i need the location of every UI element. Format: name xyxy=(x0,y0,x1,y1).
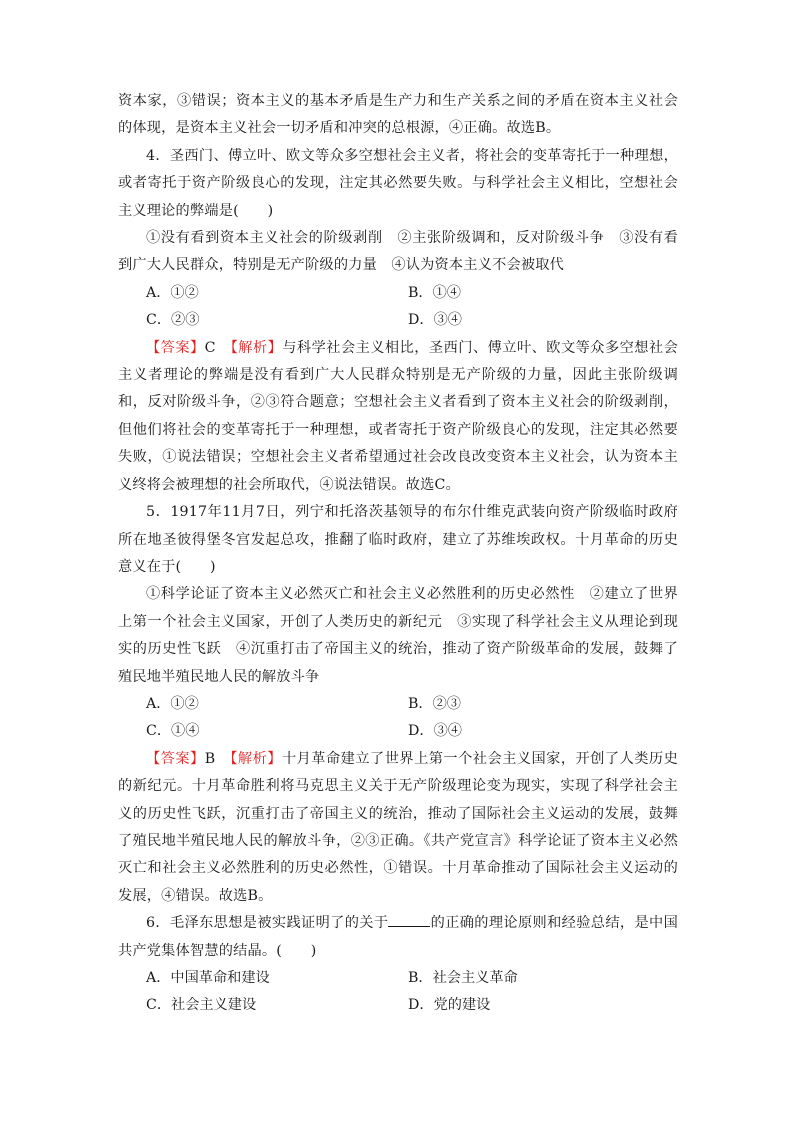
option-a[interactable]: A．中国革命和建设 xyxy=(146,970,270,986)
question-5-statements: ①科学论证了资本主义必然灭亡和社会主义必然胜利的历史必然性 ②建立了世界上第一个社会主义国家，开创了人类历史的新纪元 ③实现了科学社会主义从理论到现实的历史性飞跃 ④沉重打击了帝国主义的统治，推动了资产阶级革命的发展，鼓舞了殖民地半殖民地人民的解放斗争 xyxy=(118,586,678,685)
analysis-tag: 【解析】 xyxy=(230,750,282,767)
question-5-answer-analysis xyxy=(118,746,678,910)
question-5-options xyxy=(118,691,678,746)
question-6 xyxy=(118,910,678,1020)
question-4-stem: 4．圣西门、傅立叶、欧文等众多空想社会主义者，将社会的变革寄托于一种理想，或者寄托于资产阶级良心的发现，注定其必然要失败。与科学社会主义相比，空想社会主义理论的弊端是( ) xyxy=(118,147,678,219)
question-6-options xyxy=(118,965,678,1020)
answer-tag: 【答案】 xyxy=(146,750,205,767)
fill-blank[interactable] xyxy=(388,912,430,927)
question-6-stem xyxy=(118,910,678,965)
previous-answer-tail: 资本家，③错误；资本主义的基本矛盾是生产力和生产关系之间的矛盾在资本主义社会的体现，是资本主义社会一切矛盾和冲突的总根源，④正确。故选B。 xyxy=(118,93,678,137)
option-d[interactable]: D．党的建设 xyxy=(408,997,491,1014)
option-c[interactable]: C．社会主义建设 xyxy=(146,997,257,1014)
option-a[interactable]: A．①② xyxy=(146,284,199,301)
option-b[interactable]: B．社会主义革命 xyxy=(408,970,518,986)
option-c[interactable]: C．①④ xyxy=(146,723,200,740)
option-d[interactable]: D．③④ xyxy=(408,312,462,329)
option-a[interactable]: A．①② xyxy=(146,695,199,712)
question-4-answer-analysis xyxy=(118,335,678,499)
analysis-text: 与科学社会主义相比，圣西门、傅立叶、欧文等众多空想社会主义者理论的弊端是没有看到广大人民群众特别是无产阶级的力量，因此主张阶级调和，反对阶级斗争，②③符合题意；空想社会主义者看到了资本主义社会的阶级剥削，但他们将社会的变革寄托于一种理想，或者寄托于资产阶级良心的发现，注定其必然要失败，①说法错误；空想社会主义者希望通过社会改良改变资本主义社会，认为资本主义终将会被理想的社会所取代，④说法错误。故选C。 xyxy=(118,339,678,493)
stem-after-blank: 的正确的理论原则和经验总结，是中国共产党集体智慧的结晶。( ) xyxy=(118,915,678,959)
option-b[interactable]: B．①④ xyxy=(408,284,461,301)
answer-tag: 【答案】 xyxy=(146,339,205,356)
answer-value: C xyxy=(204,339,231,356)
document-page xyxy=(118,88,678,1020)
question-5-stem: 5．1917年11月7日，列宁和托洛茨基领导的布尔什维克武装向资产阶级临时政府所在地圣彼得堡冬宫发起总攻，推翻了临时政府，建立了苏维埃政权。十月革命的历史意义在于( ) xyxy=(118,504,678,575)
question-5 xyxy=(118,499,678,910)
option-d[interactable]: D．③④ xyxy=(408,723,462,740)
option-b[interactable]: B．②③ xyxy=(408,695,461,712)
stem-before-blank: 6．毛泽东思想是被实践证明了的关于 xyxy=(146,915,389,932)
analysis-text: 十月革命建立了世界上第一个社会主义国家，开创了人类历史的新纪元。十月革命胜利将马克思主义关于无产阶级理论变为现实，实现了科学社会主义的历史性飞跃，沉重打击了帝国主义的统治，推动了国际社会主义运动的发展，鼓舞了殖民地半殖民地人民的解放斗争，②③正确。《共产党宣言》科学论证了资本主义必然灭亡和社会主义必然胜利的历史必然性，①错误。十月革命推动了国际社会主义运动的发展，④错误。故选B。 xyxy=(118,750,679,904)
question-4-statements: ①没有看到资本主义社会的阶级剥削 ②主张阶级调和，反对阶级斗争 ③没有看到广大人民群众，特别是无产阶级的力量 ④认为资本主义不会被取代 xyxy=(118,230,678,274)
option-c[interactable]: C．②③ xyxy=(146,312,200,329)
answer-value: B xyxy=(204,750,231,767)
analysis-tag: 【解析】 xyxy=(230,339,283,356)
question-4-options xyxy=(118,280,678,335)
question-4 xyxy=(118,143,678,499)
